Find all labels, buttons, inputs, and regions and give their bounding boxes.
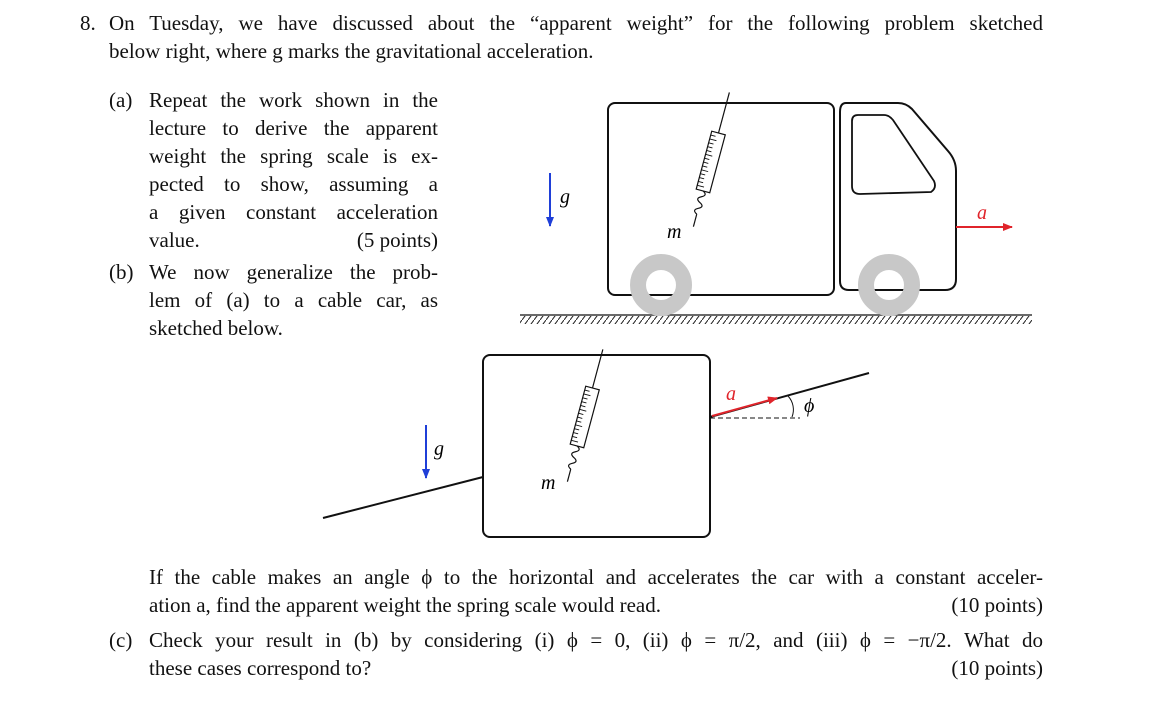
part-c-line2: these cases correspond to? [149,656,372,680]
part-a-last-line: value. [149,228,200,252]
part-a-line: weight the spring scale is ex- [149,144,438,168]
truck-gravity-label: g [560,186,570,208]
part-b-line: lem of (a) to a cable car, as [149,288,438,312]
cable-car-spring-scale [561,348,610,484]
cable-car-gravity-label: g [434,438,444,460]
part-b-line: We now generalize the prob- [149,260,438,284]
part-a-points: (5 points) [356,228,438,252]
part-b-last-line: sketched below. [149,316,283,340]
part-b-label: (b) [109,260,134,284]
part-a-line: a given constant acceleration [149,200,438,224]
part-b-question-line2: ation a, find the apparent weight the spring scale would read. [149,593,661,617]
cable-lower-segment [323,477,483,518]
cable-car-box [483,355,710,537]
truck-accel-label: a [977,202,987,224]
cable-car-accel-label: a [726,383,736,405]
part-b-question-line1: If the cable makes an angle ϕ to the horizontal and accelerates the car with a constant acceler- [149,565,1043,589]
problem-intro-line2: below right, where g marks the gravitational acceleration. [109,39,594,63]
cable-car-angle-label: ϕ [804,395,815,417]
part-a-label: (a) [109,88,133,112]
part-c-line1: Check your result in (b) by considering (i) ϕ = 0, (ii) ϕ = π/2, and (iii) ϕ = −π/2. What do [149,628,1043,652]
truck-spring-scale [687,91,736,229]
cable-car-mass-label: m [541,472,556,494]
truck-wheel-front [866,262,912,308]
angle-arc [788,396,793,417]
cable-car-figure [323,348,869,537]
part-b-points: (10 points) [951,593,1043,617]
truck-mass-label: m [667,221,682,243]
truck-cab-window [852,115,935,194]
truck-wheel-rear [638,262,684,308]
problem-intro-line1: On Tuesday, we have discussed about the “apparent weight” for the following problem sketched [109,11,1043,35]
problem-number: 8. [80,11,96,35]
part-a-line: lecture to derive the apparent [149,116,438,140]
cable-car-accel-arrow [712,398,777,416]
truck-figure [520,91,1032,324]
part-a-line: Repeat the work shown in the [149,88,438,112]
part-c-points: (10 points) [951,656,1043,680]
part-c-label: (c) [109,628,133,652]
part-a-line: pected to show, assuming a [149,172,438,196]
truck-ground-hatch [520,316,1032,324]
